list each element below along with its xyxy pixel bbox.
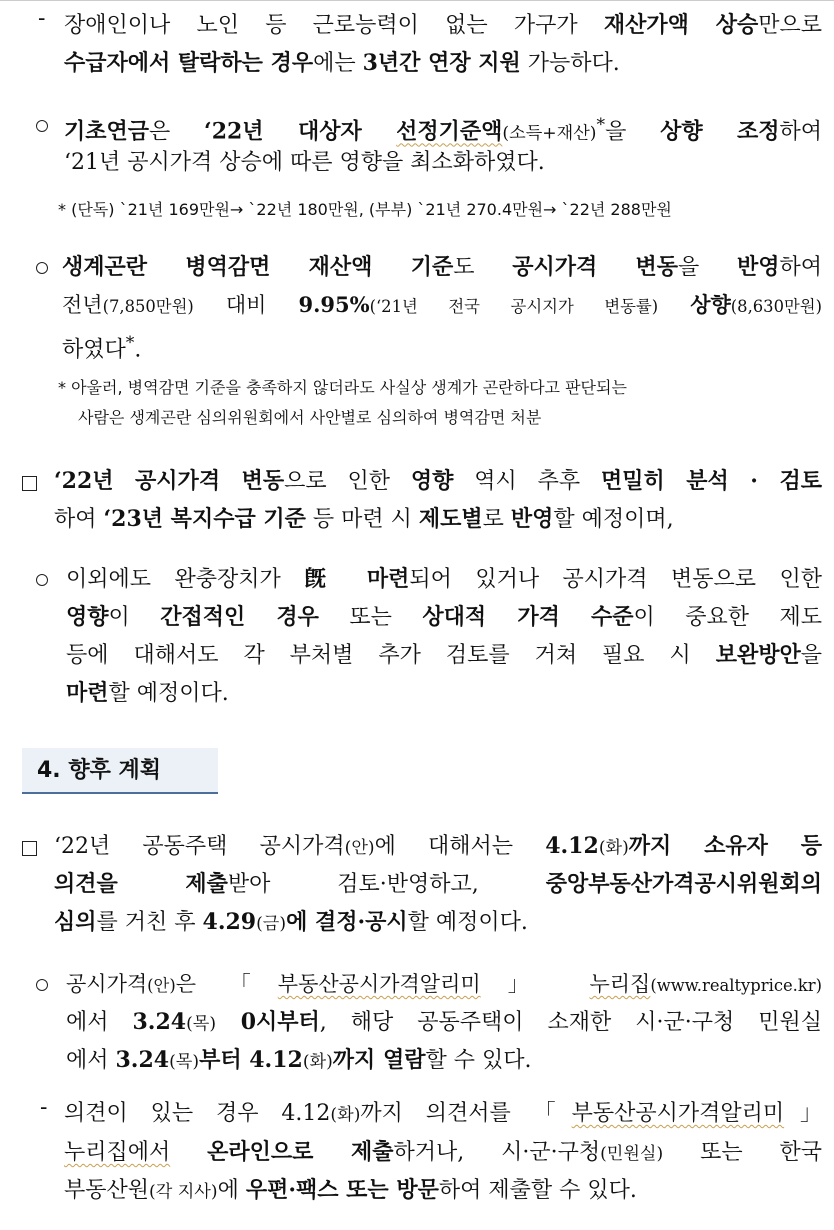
circle-bullet <box>36 120 48 132</box>
dash-bullet: - <box>40 1095 48 1120</box>
text-line: 생계곤란 병역감면 재산액 기준도 공시가격 변동을 반영하여 <box>62 254 822 280</box>
text-line: 에서 3.24(목) 0시부터, 해당 공동주택이 소재한 시·군·구청 민원실 <box>66 1009 822 1035</box>
text-line: 심의를 거친 후 4.29(금)에 결정·공시할 예정이다. <box>54 909 528 935</box>
square-bullet <box>22 841 37 856</box>
paragraph-basic-pension <box>64 106 822 182</box>
text-line: 마련할 예정이다. <box>66 680 229 706</box>
text-line: 이외에도 완충장치가 旣 마련되어 있거나 공시가격 변동으로 인한 <box>66 566 822 592</box>
text-line: ‘22년 공동주택 공시가격(안)에 대해서는 4.12(화)까지 소유자 등 <box>54 833 822 859</box>
text-line: ‘21년 공시가격 상승에 따른 영향을 최소화하였다. <box>64 150 545 175</box>
text-line: 기초연금은 ‘22년 대상자 선정기준액(소득+재산)*을 상향 조정하여 <box>64 115 823 145</box>
circle-bullet <box>36 574 48 586</box>
circle-bullet <box>36 262 48 274</box>
text-line: 누리집에서 온라인으로 제출하거나, 시·군·구청(민원실) 또는 한국 <box>64 1139 822 1165</box>
text-line: 등에 대해서도 각 부처별 추가 검토를 거쳐 필요 시 보완방안을 <box>66 642 822 668</box>
text-line: 장애인이나 노인 등 근로능력이 없는 가구가 재산가액 상승만으로 <box>64 12 823 38</box>
footnote-military-note <box>58 373 828 427</box>
text-line: 수급자에서 탈락하는 경우에는 3년간 연장 지원 가능하다. <box>64 50 620 76</box>
footnote-pension-threshold: * (단독) `21년 169만원→ `22년 180만원, (부부) `21년 270.4만원→ `22년 288만원 <box>58 200 672 219</box>
text-line: 공시가격(안)은 「부동산공시가격알리미」 누리집(www.realtyprice.kr) <box>66 972 822 996</box>
paragraph-disabled-elderly <box>64 6 822 82</box>
circle-bullet <box>36 979 48 991</box>
text-line: 부동산원(각 지사)에 우편·팩스 또는 방문하여 제출할 수 있다. <box>64 1177 637 1203</box>
paragraph-future-analysis <box>54 462 822 538</box>
text-line: 의견이 있는 경우 4.12(화)까지 의견서를 「부동산공시가격알리미」 <box>64 1101 823 1126</box>
text-line: 하여 ‘23년 복지수급 기준 등 마련 시 제도별로 반영할 예정이며, <box>54 506 674 532</box>
page-top-border <box>0 0 834 1</box>
paragraph-online-submission <box>64 1095 822 1209</box>
dash-bullet: - <box>38 6 46 31</box>
square-bullet <box>22 476 37 491</box>
text-line: 전년(7,850만원) 대비 9.95%(‘21년 전국 공시지가 변동률) 상향(8,630만원) <box>62 292 822 317</box>
paragraph-viewing-schedule <box>66 965 822 1079</box>
text-line: 사람은 생계곤란 심의위원회에서 사안별로 심의하여 병역감면 처분 <box>78 408 542 427</box>
paragraph-opinion-submission <box>54 827 822 941</box>
text-line: * 아울러, 병역감면 기준을 충족하지 않더라도 사실상 생계가 곤란하다고 판단되는 <box>58 378 627 397</box>
section-heading: 4. 향후 계획 <box>22 748 218 794</box>
text-line: ‘22년 공시가격 변동으로 인한 영향 역시 추후 면밀히 분석 · 검토 <box>54 468 823 494</box>
text-line: 하였다*. <box>62 333 142 363</box>
paragraph-buffer-measures <box>66 560 822 712</box>
text-line: 의견을 제출받아 검토·반영하고, 중앙부동산가격공시위원회의 <box>54 871 822 897</box>
text-line: 에서 3.24(목)부터 4.12(화)까지 열람할 수 있다. <box>66 1047 532 1073</box>
paragraph-military-exemption <box>62 248 822 362</box>
text-line: 영향이 간접적인 경우 또는 상대적 가격 수준이 중요한 제도 <box>66 604 822 630</box>
